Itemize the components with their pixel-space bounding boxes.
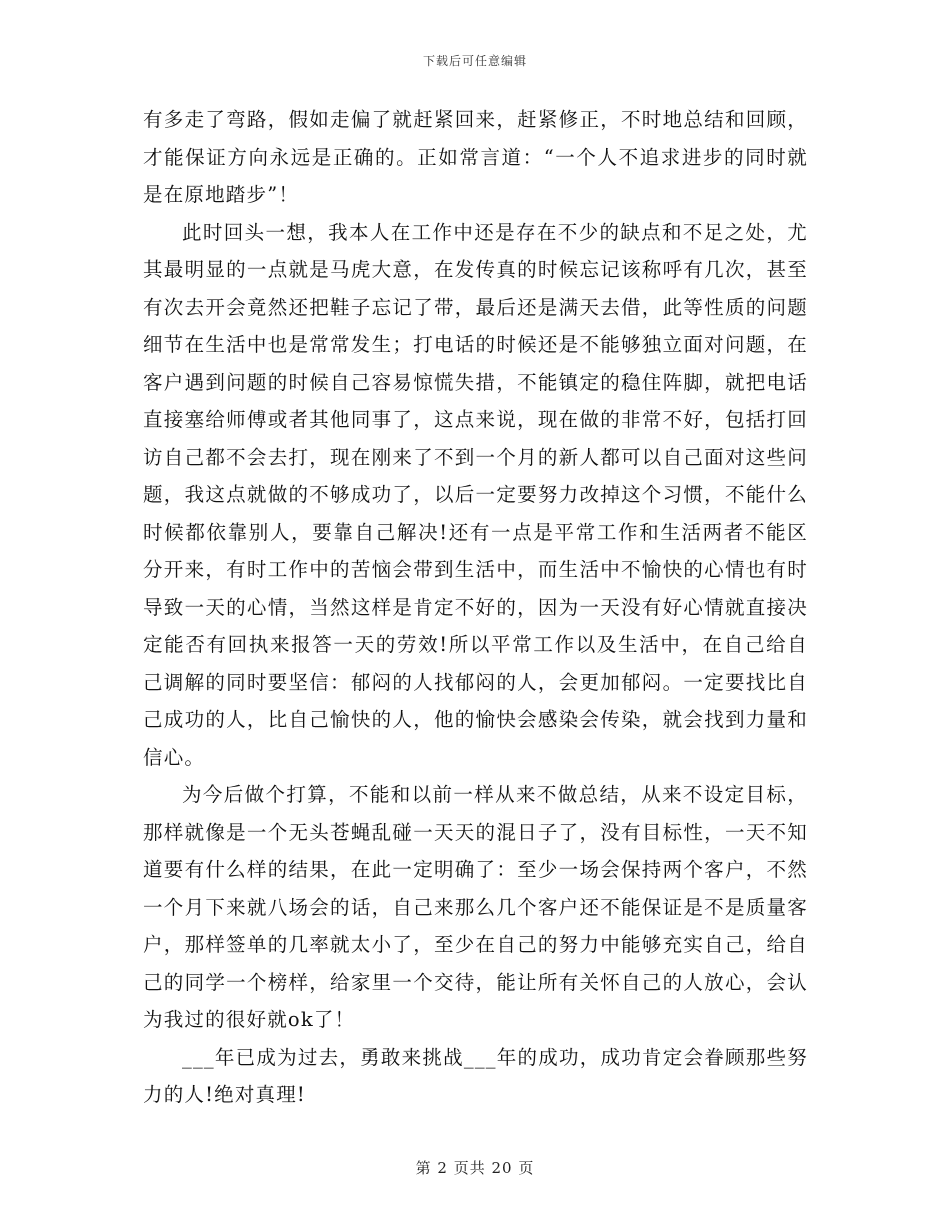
- paragraph-shortcomings: 此时回头一想，我本人在工作中还是存在不少的缺点和不足之处，尤其最明显的一点就是马虎大意，在发传真的时候忘记该称呼有几次，甚至有次去开会竟然还把鞋子忘记了带，最后还是满天去借，此等性质的问题细节在生活中也是常常发生；打电话的时候还是不能够独立面对问题，在客户遇到问题的时候自己容易惊慌失措，不能镇定的稳住阵脚，就把电话直接塞给师傅或者其他同事了，这点来说，现在做的非常不好，包括打回访自己都不会去打，现在刚来了不到一个月的新人都可以自己面对这些问题，我这点就做的不够成功了，以后一定要努力改掉这个习惯，不能什么时候都依靠别人，要靠自己解决!还有一点是平常工作和生活两者不能区分开来，有时工作中的苦恼会带到生活中，而生活中不愉快的心情也有时导致一天的心情，当然这样是肯定不好的，因为一天没有好心情就直接决定能否有回执来报答一天的劳效!所以平常工作以及生活中，在自己给自己调解的同时要坚信：郁闷的人找郁闷的人，会更加郁闷。一定要找比自己成功的人，比自己愉快的人，他的愉快会感染会传染，就会找到力量和信心。: [143, 220, 808, 769]
- page-number: 第 2 页共 20 页: [415, 1159, 535, 1177]
- document-body: [143, 101, 808, 1114]
- paragraph-plans: 为今后做个打算，不能和以前一样从来不做总结，从来不设定目标，那样就像是一个无头苍蝇乱碰一天天的混日子了，没有目标性，一天不知道要有什么样的结果，在此一定明确了：至少一场会保持两个客户，不然一个月下来就八场会的话，自己来那么几个客户还不能保证是不是质量客户，那样签单的几率就太小了，至少在自己的努力中能够充实自己，给自己的同学一个榜样，给家里一个交待，能让所有关怀自己的人放心，会认为我过的很好就ok了！: [143, 783, 808, 1031]
- paragraph-continuation: 有多走了弯路，假如走偏了就赶紧回来，赶紧修正，不时地总结和回顾，才能保证方向永远是正确的。正如常言道：“一个人不追求进步的同时就是在原地踏步”！: [143, 108, 808, 206]
- paragraph-conclusion: ___年已成为过去，勇敢来挑战___年的成功，成功肯定会眷顾那些努力的人!绝对真理!: [143, 1045, 808, 1106]
- page-header: 下载后可任意编辑: [422, 54, 527, 68]
